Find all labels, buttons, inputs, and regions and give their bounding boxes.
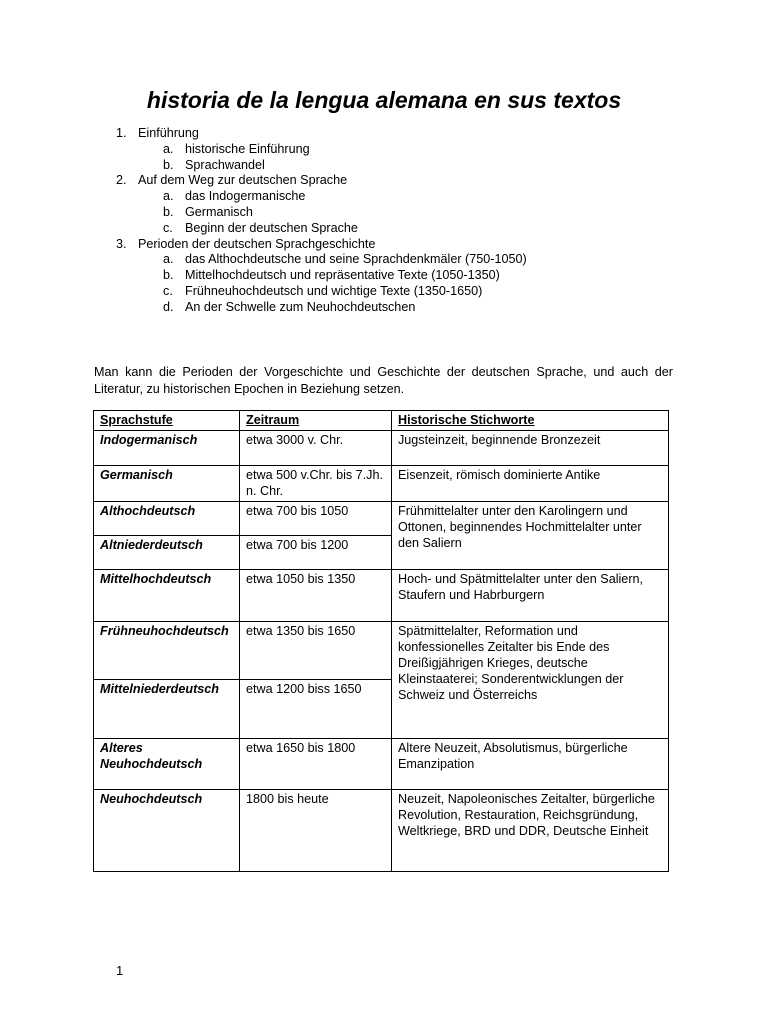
cell-stichworte: Neuzeit, Napoleonisches Zeitalter, bürgerliche Revolution, Restauration, Reichsgründung, Weltkriege, BRD und DDR, Deutsche Einheit [392,790,669,872]
toc-subitem [163,252,527,268]
toc-subitem-letter: c. [163,283,173,298]
toc-subitem-label: Beginn der deutschen Sprache [185,220,358,235]
cell-sprachstufe: Alteres Neuhochdeutsch [94,739,240,790]
toc-subitem [163,205,527,221]
cell-zeitraum: etwa 1350 bis 1650 [240,622,392,680]
cell-sprachstufe: Althochdeutsch [94,502,240,536]
toc-item [116,173,527,236]
toc-subitem-label: An der Schwelle zum Neuhochdeutschen [185,299,416,314]
toc-item-number: 2. [116,173,127,188]
table-row [94,622,669,680]
cell-sprachstufe: Mittelhochdeutsch [94,570,240,622]
table-row [94,570,669,622]
toc-subitem [163,284,527,300]
toc-subitem [163,268,527,284]
header-stichworte: Historische Stichworte [392,411,669,431]
toc-subitem-letter: c. [163,220,173,235]
cell-sprachstufe: Altniederdeutsch [94,536,240,570]
header-sprachstufe: Sprachstufe [94,411,240,431]
cell-sprachstufe: Germanisch [94,466,240,502]
cell-zeitraum: etwa 700 bis 1200 [240,536,392,570]
toc-item-number: 1. [116,126,127,140]
toc-item [116,126,527,173]
toc-item-label: Perioden der deutschen Sprachgeschichte [138,236,376,251]
toc-subitem-label: Frühneuhochdeutsch und wichtige Texte (1350-1650) [185,283,483,298]
cell-stichworte: Altere Neuzeit, Absolutismus, bürgerliche Emanzipation [392,739,669,790]
toc-subitem [163,142,527,158]
toc-subitem [163,158,527,174]
toc-subitem-label: das Althochdeutsche und seine Sprachdenkmäler (750-1050) [185,252,527,267]
table-header-row [94,411,669,431]
toc-sublist [116,142,527,174]
cell-sprachstufe: Frühneuhochdeutsch [94,622,240,680]
cell-stichworte: Eisenzeit, römisch dominierte Antike [392,466,669,502]
toc-item-number: 3. [116,236,127,251]
toc-subitem [163,300,527,316]
cell-zeitraum: etwa 1200 biss 1650 [240,680,392,739]
cell-zeitraum: etwa 700 bis 1050 [240,502,392,536]
cell-sprachstufe: Indogermanisch [94,431,240,466]
intro-paragraph: Man kann die Perioden der Vorgeschichte und Geschichte der deutschen Sprache, und auch der Literatur, zu historischen Epochen in Beziehung setzen. [94,365,673,396]
toc-subitem-letter: b. [163,204,174,219]
toc-subitem-label: historische Einführung [185,141,310,156]
cell-zeitraum: etwa 1650 bis 1800 [240,739,392,790]
table-row [94,466,669,502]
cell-sprachstufe: Mittelniederdeutsch [94,680,240,739]
toc-item-label: Einführung [138,126,199,140]
table-row [94,431,669,466]
table-row [94,739,669,790]
language-periods-table [93,410,669,872]
cell-zeitraum: 1800 bis heute [240,790,392,872]
cell-stichworte: Spätmittelalter, Reformation und konfessionelles Zeitalter bis Ende des Dreißigjährigen Krieges, deutsche Kleinstaaterei; Sonderentwicklungen der Schweiz und Österreichs [392,622,669,739]
toc-subitem-letter: b. [163,268,174,283]
toc-subitem [163,189,527,205]
toc-subitem-label: Mittelhochdeutsch und repräsentative Texte (1050-1350) [185,268,500,283]
toc-subitem-label: Sprachwandel [185,157,265,172]
document-title: historia de la lengua alemana en sus textos [146,87,622,113]
cell-stichworte: Frühmittelalter unter den Karolingern und Ottonen, beginnendes Hochmittelalter unter den Saliern [392,502,669,570]
toc-subitem-letter: b. [163,157,174,172]
cell-zeitraum: etwa 500 v.Chr. bis 7.Jh. n. Chr. [240,466,392,502]
toc-subitem [163,221,527,237]
cell-stichworte: Jugsteinzeit, beginnende Bronzezeit [392,431,669,466]
toc-subitem-letter: a. [163,252,174,267]
table-of-contents [116,126,527,316]
page-number: 1 [116,963,124,978]
toc-subitem-label: das Indogermanische [185,189,306,204]
cell-zeitraum: etwa 1050 bis 1350 [240,570,392,622]
toc-item [116,237,527,316]
table-row [94,502,669,536]
toc-sublist [116,252,527,315]
toc-subitem-letter: a. [163,189,174,204]
toc-subitem-letter: a. [163,141,174,156]
toc-subitem-letter: d. [163,299,174,314]
header-zeitraum: Zeitraum [240,411,392,431]
toc-sublist [116,189,527,236]
cell-stichworte: Hoch- und Spätmittelalter unter den Saliern, Staufern und Habrburgern [392,570,669,622]
cell-sprachstufe: Neuhochdeutsch [94,790,240,872]
toc-item-label: Auf dem Weg zur deutschen Sprache [138,173,348,188]
table-row [94,790,669,872]
toc-subitem-label: Germanisch [185,204,253,219]
cell-zeitraum: etwa 3000 v. Chr. [240,431,392,466]
